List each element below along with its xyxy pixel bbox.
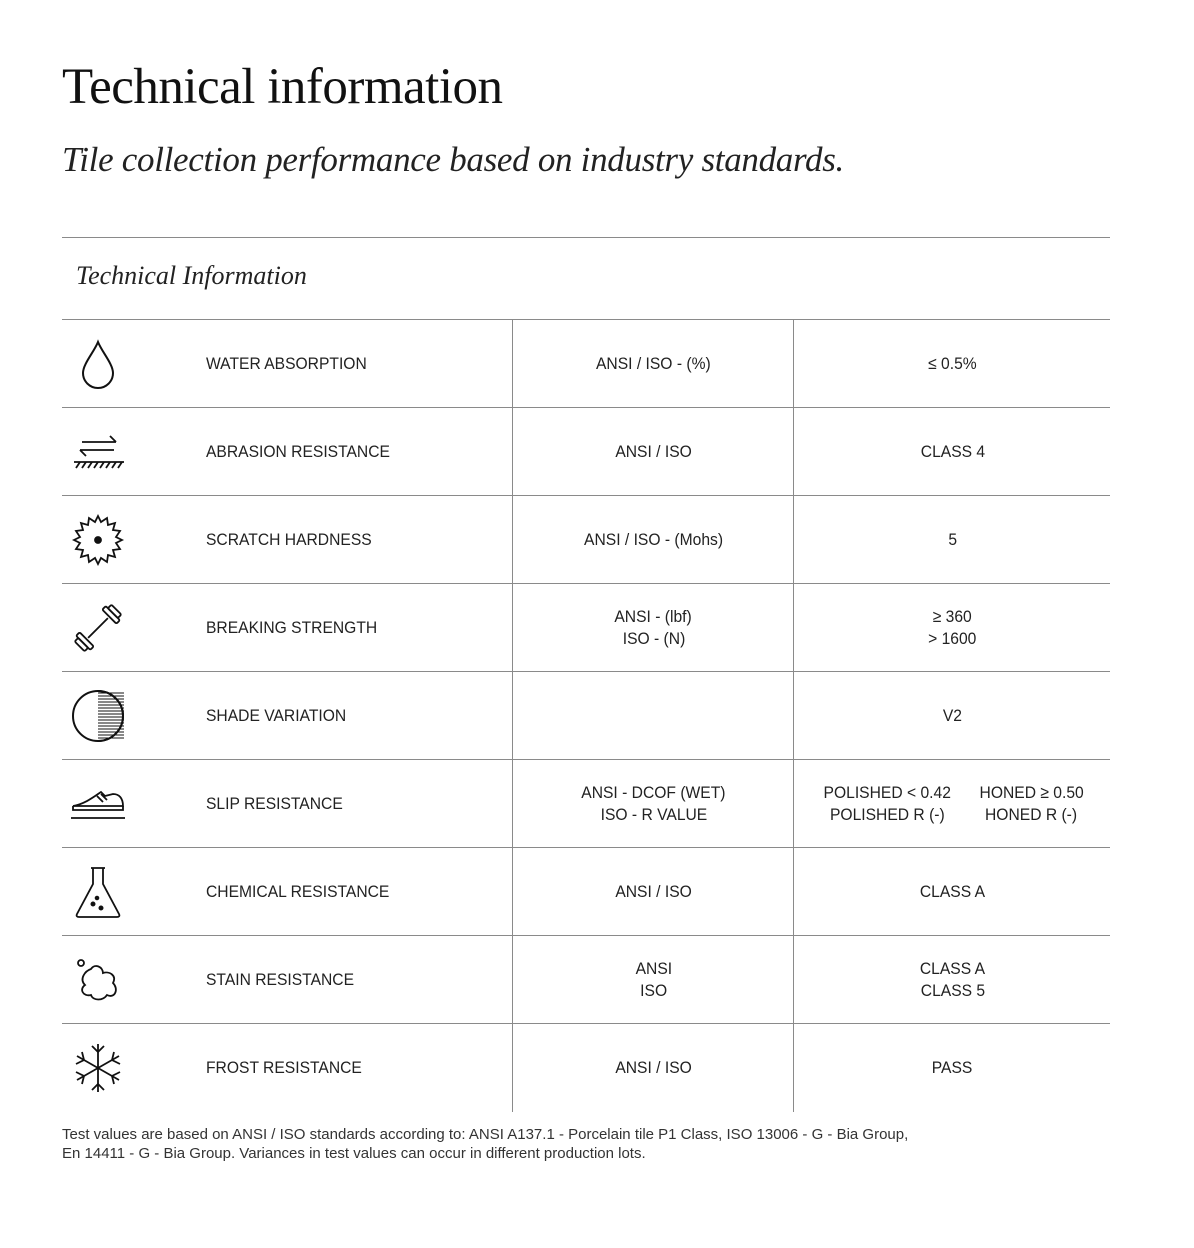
water-drop-icon bbox=[62, 320, 134, 407]
row-value bbox=[793, 1024, 1111, 1112]
page-title: Technical information bbox=[62, 59, 503, 115]
row-standard bbox=[512, 496, 794, 583]
row-label: FROST RESISTANCE bbox=[206, 1058, 362, 1077]
value-group-honed bbox=[975, 782, 1088, 826]
flask-icon bbox=[62, 848, 134, 935]
row-value bbox=[793, 672, 1111, 759]
row-label: BREAKING STRENGTH bbox=[206, 617, 378, 637]
row-standard bbox=[512, 1024, 794, 1112]
row-value bbox=[793, 496, 1111, 583]
gear-icon bbox=[62, 496, 134, 583]
standard-line: ANSI / ISO - (%) bbox=[596, 353, 711, 373]
row-value bbox=[793, 936, 1111, 1023]
value-line: 5 bbox=[948, 529, 957, 549]
footnote-line: En 14411 - G - Bia Group. Variances in test values can occur in different production lots. bbox=[62, 1145, 646, 1162]
row-label: WATER ABSORPTION bbox=[206, 353, 367, 373]
row-label: STAIN RESISTANCE bbox=[206, 969, 355, 989]
row-value bbox=[793, 584, 1111, 671]
row-value bbox=[793, 760, 1110, 847]
row-value bbox=[793, 848, 1111, 935]
value-line: POLISHED R (-) bbox=[829, 804, 945, 824]
row-value bbox=[793, 408, 1111, 495]
standard-line: ISO - R VALUE bbox=[600, 804, 707, 824]
value-line: PASS bbox=[932, 1058, 973, 1077]
value-line: CLASS 5 bbox=[920, 980, 985, 1000]
spec-row bbox=[62, 760, 1110, 848]
row-label: SCRATCH HARDNESS bbox=[206, 529, 372, 549]
stain-blob-icon bbox=[62, 936, 134, 1023]
value-line: V2 bbox=[942, 705, 963, 725]
value-line: CLASS 4 bbox=[920, 441, 985, 461]
spec-row bbox=[62, 672, 1110, 760]
dumbbell-icon bbox=[62, 584, 134, 671]
row-label: SLIP RESISTANCE bbox=[206, 793, 343, 813]
spec-row bbox=[62, 496, 1110, 584]
spec-row bbox=[62, 584, 1110, 672]
row-standard bbox=[512, 320, 794, 407]
spec-row bbox=[62, 936, 1110, 1024]
row-standard bbox=[512, 760, 794, 847]
spec-row bbox=[62, 848, 1110, 936]
value-line: HONED R (-) bbox=[985, 804, 1078, 824]
section-heading: Technical Information bbox=[76, 261, 307, 290]
standard-line: ANSI / ISO bbox=[615, 441, 692, 461]
row-label: CHEMICAL RESISTANCE bbox=[206, 881, 390, 901]
technical-spec-table bbox=[62, 319, 1110, 1112]
standard-line: ISO bbox=[640, 980, 667, 1000]
value-line: ≥ 360 bbox=[932, 606, 973, 626]
half-shaded-circle-icon bbox=[62, 672, 134, 759]
row-label: SHADE VARIATION bbox=[206, 705, 347, 725]
abrasion-arrows-icon bbox=[62, 408, 134, 495]
standard-line: ANSI / ISO bbox=[615, 1058, 692, 1077]
value-line: HONED ≥ 0.50 bbox=[979, 782, 1084, 802]
spec-row bbox=[62, 408, 1110, 496]
spec-row bbox=[62, 320, 1110, 408]
row-standard bbox=[512, 584, 794, 671]
standard-line: ANSI - (lbf) bbox=[614, 606, 693, 626]
value-line: > 1600 bbox=[928, 628, 977, 648]
row-standard bbox=[512, 848, 794, 935]
snowflake-icon bbox=[62, 1024, 134, 1112]
value-line: POLISHED < 0.42 bbox=[823, 782, 951, 802]
row-value bbox=[793, 320, 1111, 407]
shoe-icon bbox=[62, 760, 134, 847]
standard-line: ANSI - DCOF (WET) bbox=[581, 782, 726, 802]
standard-line: ANSI / ISO bbox=[615, 881, 692, 901]
row-standard bbox=[512, 408, 794, 495]
footnote bbox=[62, 1125, 982, 1163]
value-group-polished bbox=[818, 782, 956, 826]
value-line: ≤ 0.5% bbox=[928, 353, 977, 373]
standard-line: ANSI / ISO - (Mohs) bbox=[583, 529, 724, 549]
footnote-line: Test values are based on ANSI / ISO standards according to: ANSI A137.1 - Porcelain tile P1 Class, ISO 13006 - G - Bia Group, bbox=[62, 1126, 909, 1143]
value-line: CLASS A bbox=[919, 958, 986, 978]
row-standard bbox=[512, 672, 794, 759]
page-subtitle: Tile collection performance based on industry standards. bbox=[62, 140, 844, 179]
standard-line: ISO - (N) bbox=[622, 628, 685, 648]
row-standard bbox=[512, 936, 794, 1023]
spec-row bbox=[62, 1024, 1110, 1112]
value-line: CLASS A bbox=[919, 881, 986, 901]
standard-line: ANSI bbox=[635, 958, 672, 978]
top-divider bbox=[62, 237, 1110, 238]
row-label: ABRASION RESISTANCE bbox=[206, 441, 390, 461]
